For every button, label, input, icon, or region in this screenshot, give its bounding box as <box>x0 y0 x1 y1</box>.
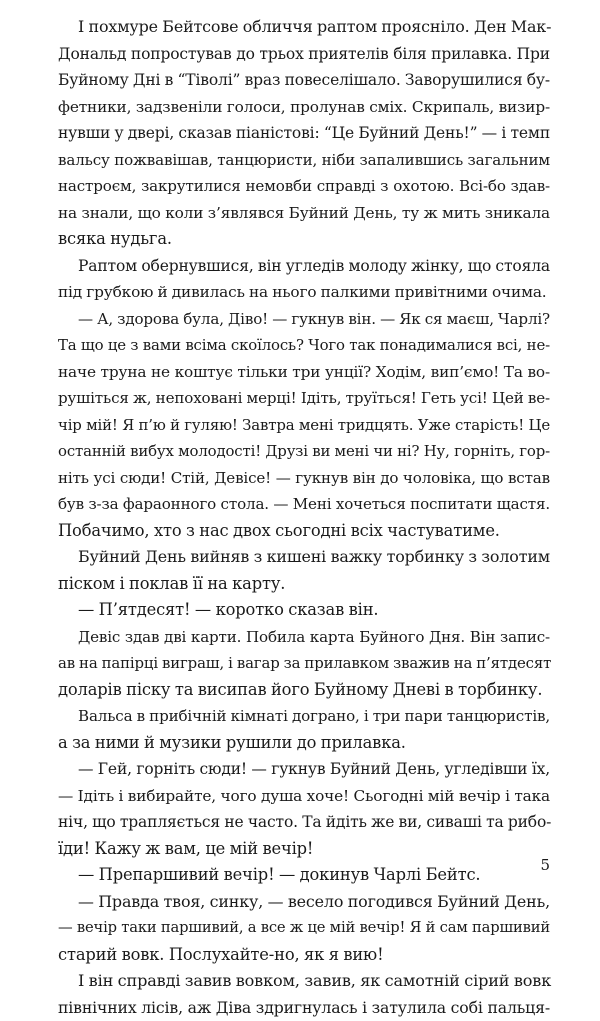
text-line: був з-за фараонного стола. — Мені хочеться поспитати щастя. <box>58 491 550 518</box>
text-line: фетники, задзвеніли голоси, пролунав сміх. Скрипаль, визир- <box>58 94 550 121</box>
text-line: — Ідіть і вибирайте, чого душа хоче! Сьогодні мій вечір і така <box>58 783 550 810</box>
text-line: ніть усі сюди! Стій, Девісе! — гукнув він до чоловіка, що встав <box>58 465 550 492</box>
book-page-text <box>58 14 550 1021</box>
text-line: всяка нудьга. <box>58 226 550 253</box>
text-line: — вечір таки паршивий, а все ж це мій вечір! Я й сам паршивий <box>58 915 550 942</box>
page-number: 5 <box>540 856 550 874</box>
text-line: чір мій! Я п’ю й гуляю! Завтра мені тридцять. Уже старість! Це <box>58 412 550 439</box>
text-line: піском і поклав її на карту. <box>58 571 550 598</box>
text-line: Вальса в прибічній кімнаті догрaно, і три пари танцюристів, <box>58 703 550 730</box>
text-line: Девіс здав дві карти. Побила карта Буйного Дня. Він запис- <box>58 624 550 651</box>
text-line: Раптом обернувшися, він угледів молоду жінку, що стояла <box>58 253 550 280</box>
text-line: на знали, що коли з’являвся Буйний День, ту ж мить зникала <box>58 200 550 227</box>
text-line: їди! Кажу ж вам, це мій вечір! <box>58 836 550 863</box>
text-line: — П’ятдесят! — коротко сказав він. <box>58 597 550 624</box>
text-line: І він справді завив вовком, завив, як самотній сірий вовк <box>58 968 550 995</box>
text-line: настроєм, закрутилися немовби справді з охотою. Всі-бо здав- <box>58 173 550 200</box>
text-line: — Препаршивий вечір! — докинув Чарлі Бейтс. <box>58 862 550 889</box>
text-line: — Гей, горніть сюди! — гукнув Буйний День, угледівши їх, <box>58 756 550 783</box>
text-line: останній вибух молодості! Друзі ви мені чи ні? Ну, горніть, гор- <box>58 438 550 465</box>
text-line: Буйному Дні в “Тіволі” враз повеселішало. Заворушилися бу- <box>58 67 550 94</box>
text-line: Буйний День вийняв з кишені важку торбинку з золотим <box>58 544 550 571</box>
text-line: Та що це з вами всіма скоїлось? Чого так понадималися всі, не- <box>58 332 550 359</box>
text-line: І похмуре Бейтсове обличчя раптом проясніло. Ден Мак- <box>58 14 550 41</box>
text-line: Побачимо, хто з нас двох сьогодні всіх частуватиме. <box>58 518 550 545</box>
text-line: а за ними й музики рушили до прилавка. <box>58 730 550 757</box>
text-line: наче труна не коштує тільки три унції? Ходім, вип’ємо! Та во- <box>58 359 550 386</box>
text-line: нувши у двері, сказав піаністові: “Це Буйний День!” — і темп <box>58 120 550 147</box>
text-line: — Правда твоя, синку, — весело погодився Буйний День, <box>58 889 550 916</box>
text-line: північних лісів, аж Діва здригнулась і затулила собі пальця- <box>58 995 550 1021</box>
text-line: під грубкою й дивилась на нього палкими привітними очима. <box>58 279 550 306</box>
text-line: ав на папірці виграш, і вагар за прилавком зважив на п’ятдесят <box>58 650 550 677</box>
text-line: ніч, що трапляється не часто. Та йдіть же ви, сиваші та рибо- <box>58 809 550 836</box>
text-line: Дональд попростував до трьох приятелів біля прилавка. При <box>58 41 550 68</box>
text-line: — А, здорова була, Діво! — гукнув він. — Як ся маєш, Чарлі? <box>58 306 550 333</box>
text-line: вальсу пожвавішав, танцюристи, ніби запалившись загальним <box>58 147 550 174</box>
text-line: доларів піску та висипав його Буйному Дневі в торбинку. <box>58 677 550 704</box>
text-line: рушіться ж, непоховані мерці! Ідіть, труїться! Геть усі! Цей ве- <box>58 385 550 412</box>
text-line: старий вовк. Послухайте-но, як я вию! <box>58 942 550 969</box>
